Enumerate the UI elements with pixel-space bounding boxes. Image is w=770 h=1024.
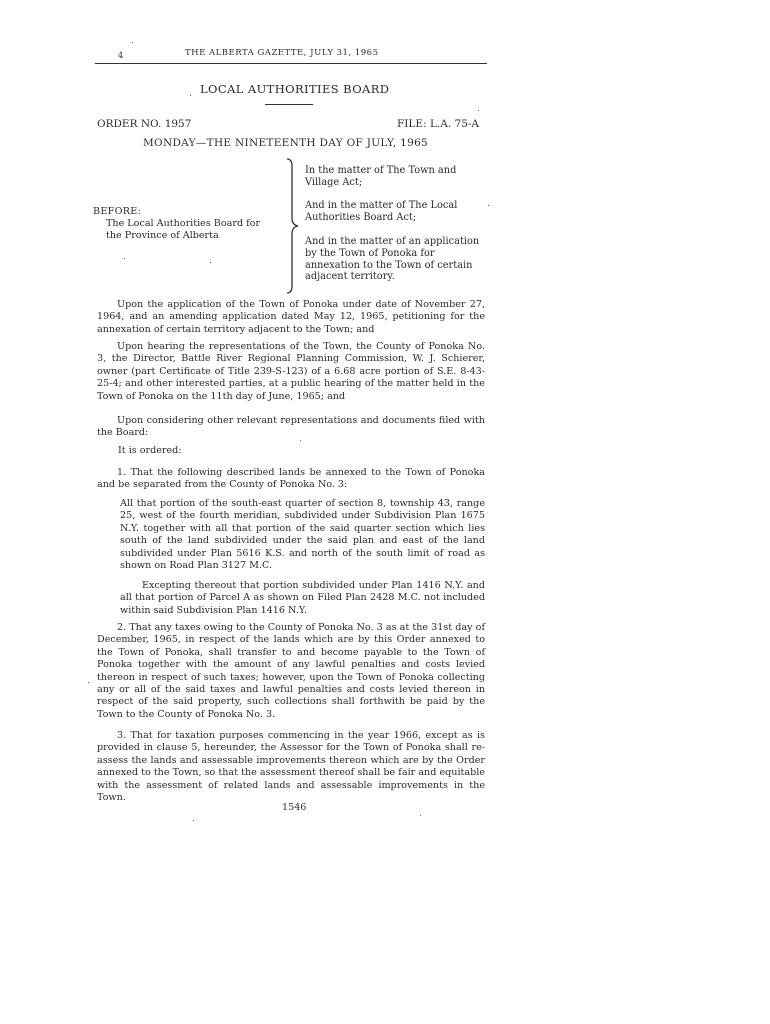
board-title: LOCAL AUTHORITIES BOARD [200,82,390,96]
matter-annexation-application: And in the matter of an application by the Town of Ponoka for annexation to the Town of certain adjacent territory. [305,236,480,283]
clause-3: 3. That for taxation purposes commencing in the year 1966, except as is provided in clause 5, hereunder, the Assessor for the Town of Ponoka shall re-assess the lands and assessable improvements thereon which are by the Order annexed to the Town, so that the assessment thereof shall be fair and equitable with the assessment of related lands and assessable improvements in the Town. [97,730,485,804]
file-number: FILE: L.A. 75-A [397,118,480,130]
scan-speck [193,820,194,821]
date-line: MONDAY—THE NINETEENTH DAY OF JULY, 1965 [143,137,429,149]
clause-1: 1. That the following described lands be annexed to the Town of Ponoka and be separated from the County of Ponoka No. 3: [97,467,485,491]
page-mark: 4 [118,51,124,60]
scan-speck [488,205,489,206]
scan-speck [300,440,301,441]
paragraph-hearing: Upon hearing the representations of the Town, the County of Ponoka No. 3, the Director, Battle River Regional Planning Commission, W. J. Schierer, owner (part Certificate of Title 239-S-123) of a 6.68 acre portion of S.E. 8-43-25-4; and other interested parties, at a public hearing of the matter held in the Town of Ponoka on the 11th day of June, 1965; and [97,341,485,402]
running-head [95,48,487,62]
matter-local-authorities-act: And in the matter of The Local Authorities Board Act; [305,200,458,223]
scan-speck [124,258,125,259]
header-rule [95,63,487,64]
scan-speck [88,682,89,683]
before-label: BEFORE: [93,206,142,217]
clause-2: 2. That any taxes owing to the County of Ponoka No. 3 as at the 31st day of December, 1965, in respect of the lands which are by this Order annexed to the Town of Ponoka, shall transfer to and become payable to the Town of Ponoka together with the amount of any lawful penalties and costs levied thereon in respect of such taxes; however, upon the Town of Ponoka collecting any or all of the said taxes and lawful penalties and costs levied thereon in respect of the said property, such collections shall forthwith be paid by the Town to the County of Ponoka No. 3. [97,622,485,720]
running-head-text: THE ALBERTA GAZETTE, JULY 31, 1965 [185,48,379,58]
scan-speck [132,42,133,43]
paragraph-application: Upon the application of the Town of Ponoka under date of November 27, 1964, and an amending application dated May 12, 1965, petitioning for the annexation of certain territory adjacent to the Town; and [97,299,485,335]
scan-speck [478,110,479,111]
scan-speck [190,95,191,96]
matter-town-village-act: In the matter of The Town and Village Act; [305,165,457,188]
land-exception: Excepting thereout that portion subdivided under Plan 1416 N.Y. and all that portion of Parcel A as shown on Filed Plan 2428 M.C. not included within said Subdivision Plan 1416 N.Y. [120,580,485,616]
before-body: The Local Authorities Board for the Province of Alberta [106,218,261,241]
paragraph-considering: Upon considering other relevant representations and documents filed with the Board: [97,415,485,439]
curly-brace [284,158,302,294]
title-rule [265,104,313,105]
land-description: All that portion of the south-east quarter of section 8, township 43, range 25, west of the fourth meridian, subdivided under Subdivision Plan 1675 N.Y. together with all that portion of the said quarter section which lies south of the land subdivided under the said plan and east of the land subdivided under Plan 5616 K.S. and north of the south limit of road as shown on Road Plan 3127 M.C. [120,498,485,572]
it-is-ordered: It is ordered: [118,445,182,456]
order-number: ORDER NO. 1957 [97,118,192,130]
scan-speck [420,815,421,816]
page-number: 1546 [282,802,307,813]
scan-speck [210,262,211,263]
